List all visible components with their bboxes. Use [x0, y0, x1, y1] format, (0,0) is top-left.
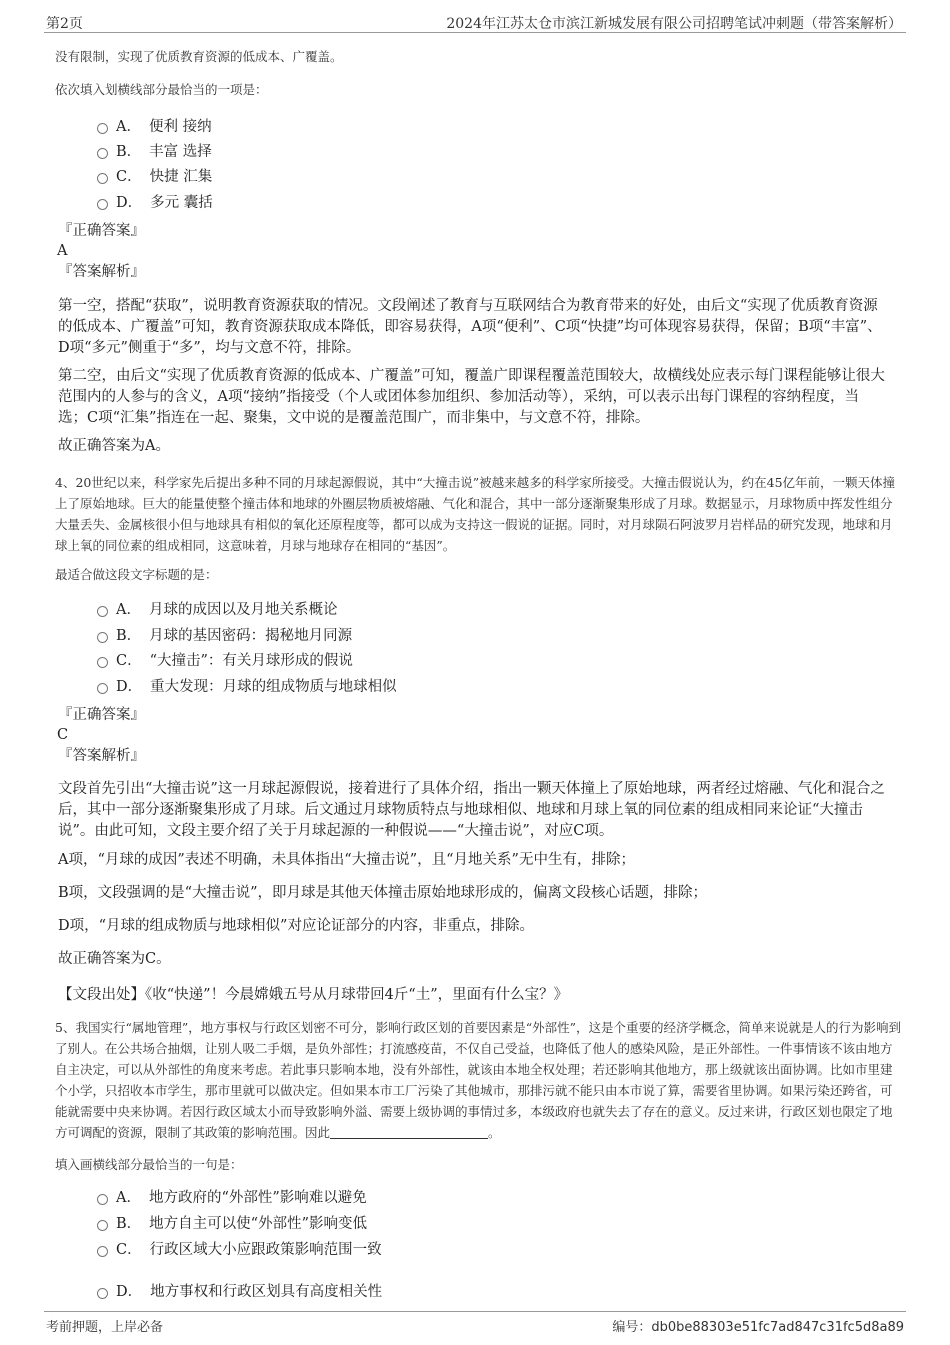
q4-option-c[interactable]: C． “大撞击”：有关月球形成的假说 [97, 650, 353, 672]
radio-icon[interactable] [97, 1220, 108, 1231]
q4-answer: C [57, 727, 69, 743]
q3-analysis-p2: 第二空，由后文“实现了优质教育资源的低成本、广覆盖”可知，覆盖广即课程覆盖范围较大，故横线处应表示每门课程能够让很大范围内的人参与的含义，A项“接纳”指接受（个人或团体参加组织、参加活动等），采纳，可以表示出每门课程的容纳程度，当选；C项“汇集”指连在一起、聚集，文中说的是覆盖范围广，而非集中，与文意不符，排除。 [58, 368, 885, 426]
q5-option-c[interactable]: C． 行政区域大小应跟政策影响范围一致 [97, 1239, 382, 1261]
radio-icon[interactable] [97, 683, 108, 694]
q4-analysis-b: B项，文段强调的是“大撞击说”，即月球是其他天体撞击原始地球形成的，偏离文段核心话题，排除； [58, 885, 707, 901]
q3-analysis-p1: 第一空，搭配“获取”，说明教育资源获取的情况。文段阐述了教育与互联网结合为教育带来的好处，由后文“实现了优质教育资源的低成本、广覆盖”可知，教育资源获取成本降低，即容易获得，A项“便利”、C项“快捷”均可体现容易获得，保留；B项“丰富”、D项“多元”侧重于“多”，均与文意不符，排除。 [58, 298, 882, 356]
page-footer [44, 1311, 906, 1334]
radio-icon[interactable] [97, 173, 108, 184]
radio-icon[interactable] [97, 199, 108, 210]
q3-option-a[interactable]: A． 便利 接纳 [97, 116, 212, 138]
q4-conclusion: 故正确答案为C。 [58, 951, 171, 967]
radio-icon[interactable] [97, 1246, 108, 1257]
q4-answer-tag: 『正确答案』 [58, 707, 145, 723]
q4-analysis-a: A项，“月球的成因”表述不明确，未具体指出“大撞击说”，且“月地关系”无中生有，排除； [58, 852, 635, 868]
page-header [44, 10, 906, 33]
radio-icon[interactable] [97, 123, 108, 134]
q5-stem: 5、我国实行“属地管理”，地方事权与行政区划密不可分，影响行政区划的首要因素是“外部性”，这是个重要的经济学概念，简单来说就是人的行为影响到了别人。在公共场合抽烟，让别人吸二手烟，是负外部性；打流感疫苗，不仅自己受益，也降低了他人的感染风险，是正外部性。一件事情该不该由地方自主决定，可以从外部性的角度来考虑。若此事只影响本地，没有外部性，就该由本地全权处理；若还影响其他地方，那上级就该出面协调。比如市里建个小学，只招收本市学生，那市里就可以做决定。但如果本市工厂污染了其他城市，那排污就不能只由本市说了算，需要省里协调。如果污染还跨省，可能就需要中央来协调。若因行政区域太小而导致影响外溢、需要上级协调的事情过多，本级政府也就失去了存在的意义。反过来讲，行政区划也限定了地方可调配的资源，限制了其政策的影响范围。因此 。 [55, 1020, 902, 1140]
q5-option-b[interactable]: B． 地方自主可以使“外部性”影响变低 [97, 1213, 367, 1235]
radio-icon[interactable] [97, 606, 108, 617]
q3-prompt: 依次填入划横线部分最恰当的一项是： [55, 82, 268, 97]
q3-answer: A [57, 243, 68, 259]
q3-option-d[interactable]: D． 多元 囊括 [97, 192, 213, 214]
q4-source: 【文段出处】《收“快递”！今晨嫦娥五号从月球带回4斤“土”，里面有什么宝？》 [58, 987, 569, 1003]
q4-option-d[interactable]: D． 重大发现：月球的组成物质与地球相似 [97, 676, 397, 698]
radio-icon[interactable] [97, 657, 108, 668]
document-title: 2024年江苏太仓市滨江新城发展有限公司招聘笔试冲刺题（带答案解析） [446, 16, 902, 32]
q4-analysis-tag: 『答案解析』 [58, 748, 145, 764]
q3-answer-tag: 『正确答案』 [58, 223, 145, 239]
fill-blank [330, 1125, 488, 1139]
q3-option-c[interactable]: C． 快捷 汇集 [97, 166, 212, 188]
q4-prompt: 最适合做这段文字标题的是： [55, 567, 218, 582]
document-code: 编号：db0be88303e51fc7ad847c31fc5d8a89 [612, 1320, 904, 1335]
q4-analysis-p1: 文段首先引出“大撞击说”这一月球起源假说，接着进行了具体介绍，指出一颗天体撞上了原始地球，两者经过熔融、气化和混合之后，其中一部分逐渐聚集形成了月球。后文通过月球物质特点与地球相似、地球和月球上氧的同位素的组成相同来论证“大撞击说”。由此可知，文段主要介绍了关于月球起源的一种假说——“大撞击说”，对应C项。 [58, 781, 885, 839]
q4-option-a[interactable]: A． 月球的成因以及月地关系概论 [97, 599, 337, 621]
q4-analysis-d: D项，“月球的组成物质与地球相似”对应论证部分的内容，非重点，排除。 [58, 918, 534, 934]
radio-icon[interactable] [97, 1288, 108, 1299]
q3-option-b[interactable]: B． 丰富 选择 [97, 141, 212, 163]
q3-conclusion: 故正确答案为A。 [58, 438, 170, 454]
q3-analysis-tag: 『答案解析』 [58, 264, 145, 280]
page-number: 第2页 [46, 16, 83, 32]
q4-option-b[interactable]: B． 月球的基因密码：揭秘地月同源 [97, 625, 352, 647]
radio-icon[interactable] [97, 632, 108, 643]
q5-prompt: 填入画横线部分最恰当的一句是： [55, 1157, 243, 1172]
radio-icon[interactable] [97, 148, 108, 159]
q3-stem-tail: 没有限制，实现了优质教育资源的低成本、广覆盖。 [55, 49, 343, 64]
footer-slogan: 考前押题，上岸必备 [46, 1320, 164, 1335]
radio-icon[interactable] [97, 1194, 108, 1205]
q5-option-d[interactable]: D． 地方事权和行政区划具有高度相关性 [97, 1281, 382, 1303]
q4-stem: 4、20世纪以来，科学家先后提出多种不同的月球起源假说，其中“大撞击说”被越来越多的科学家所接受。大撞击假说认为，约在45亿年前，一颗天体撞上了原始地球。巨大的能量使整个撞击体和地球的外圈层物质被熔融、气化和混合，其中一部分逐渐聚集形成了月球。数据显示，月球物质中挥发性组分大量丢失、金属核很小但与地球具有相似的氧化还原程度等，都可以成为支持这一假说的证据。同时，对月球陨石阿波罗月岩样品的研究发现，地球和月球上氧的同位素的组成相同，这意味着，月球与地球存在相同的“基因”。 [55, 475, 896, 553]
q5-option-a[interactable]: A． 地方政府的“外部性”影响难以避免 [97, 1187, 367, 1209]
